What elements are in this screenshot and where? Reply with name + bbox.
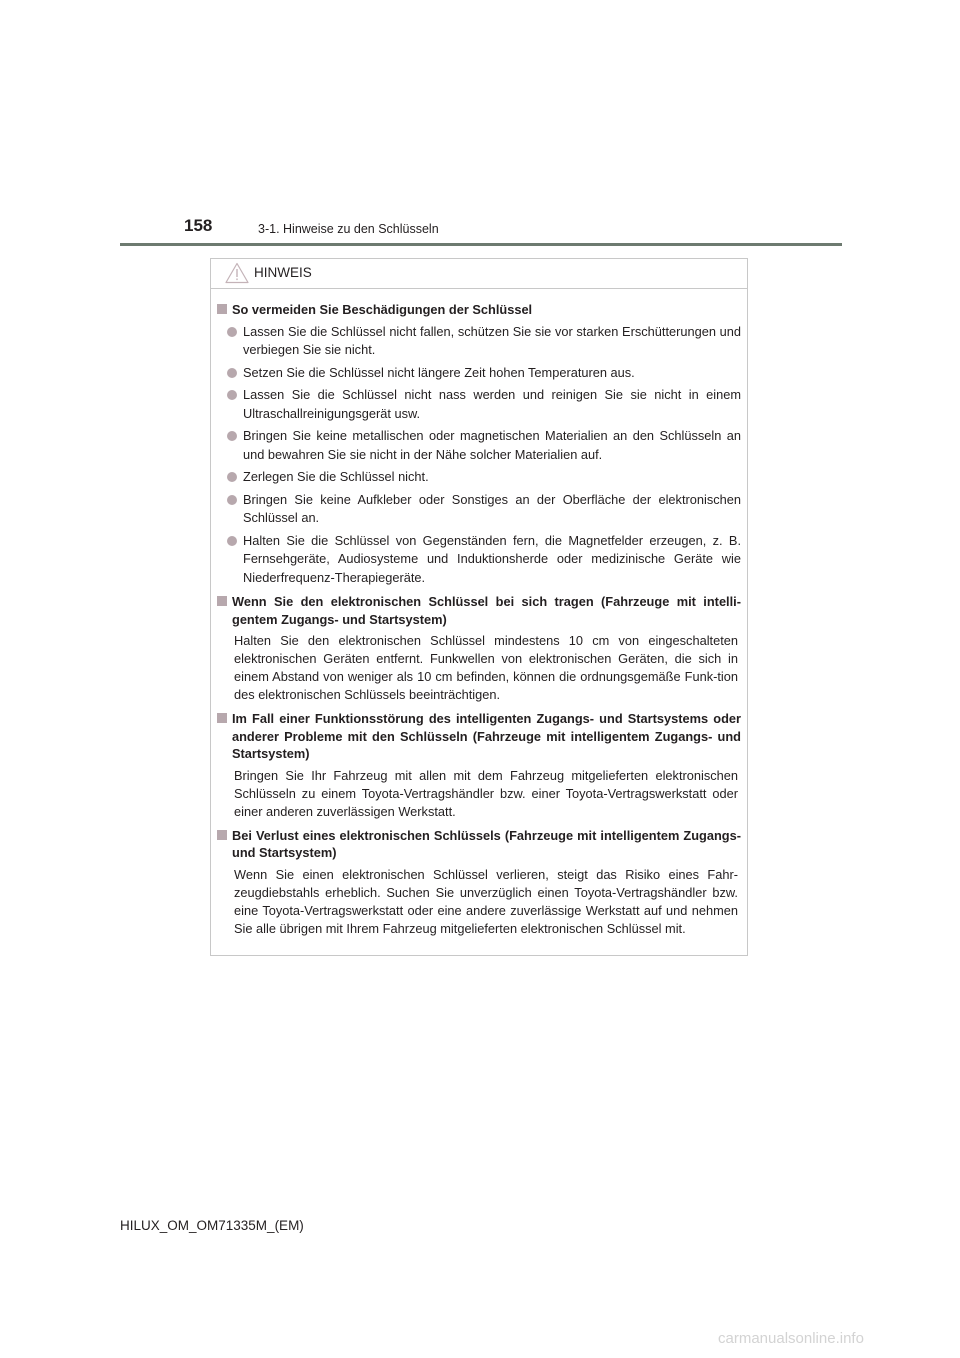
circle-bullet-icon [227, 368, 237, 378]
list-item [215, 364, 741, 383]
circle-bullet-icon [227, 431, 237, 441]
list-item [215, 491, 741, 528]
circle-bullet-icon [227, 536, 237, 546]
square-bullet-icon [217, 713, 227, 723]
square-bullet-icon [217, 830, 227, 840]
square-bullet-icon [217, 304, 227, 314]
section-heading-text: Im Fall einer Funktionsstörung des intelligenten Zugangs- und Startsystems oder anderer Probleme mit den Schlüsseln (Fahrzeuge mit intelligentem Zugangs- und Startsystem) [232, 711, 741, 761]
section-heading [215, 593, 741, 628]
list-item-text: Lassen Sie die Schlüssel nicht nass werden und reinigen Sie sie nicht in einem Ultraschallreinigungsgerät usw. [243, 387, 741, 421]
list-item-text: Bringen Sie keine Aufkleber oder Sonstiges an der Oberfläche der elektronischen Schlüssel an. [243, 491, 741, 525]
section-heading-text: Bei Verlust eines elektronischen Schlüssels (Fahrzeuge mit intelligentem Zugangs- und Startsystem) [232, 827, 741, 860]
section-paragraph: Halten Sie den elektronischen Schlüssel mindestens 10 cm von eingeschalteten elektronischen Geräten entfernt. Funkwellen von elektronischen Geräten, die sich in einem Abstand von weniger als 10 cm befinden, können die ordnungsgemäße Funk-tion des elektronischen Schlüssels beeinträchtigen. [234, 633, 738, 702]
section-heading [215, 710, 741, 763]
section-paragraph: Wenn Sie einen elektronischen Schlüssel verlieren, steigt das Risiko eines Fahr-zeugdiebstahls erheblich. Suchen Sie unverzüglich einen Toyota-Vertragshändler bzw. eine Toyota-Vertragswerkstatt oder eine andere zuverlässige Werkstatt auf und nehmen Sie alle übrigen mit Ihrem Fahrzeug mitgelieferten elektronischen Schlüssel mit. [234, 866, 738, 936]
header-rule [120, 243, 842, 246]
list-item [215, 468, 741, 487]
section-heading-text: So vermeiden Sie Beschädigungen der Schlüssel [232, 302, 533, 317]
warning-triangle-icon [225, 262, 249, 284]
section-heading [215, 827, 741, 862]
list-item-text: Lassen Sie die Schlüssel nicht fallen, schützen Sie sie vor starken Erschütterungen und verbiegen Sie sie nicht. [243, 323, 741, 357]
manual-code: HILUX_OM_OM71335M_(EM) [120, 1218, 304, 1233]
list-item [215, 427, 741, 464]
notice-label: HINWEIS [254, 265, 312, 280]
section-title: 3-1. Hinweise zu den Schlüsseln [258, 222, 439, 236]
section-heading [215, 301, 741, 319]
notice-header [211, 259, 747, 289]
circle-bullet-icon [227, 390, 237, 400]
section-heading-text: Wenn Sie den elektronischen Schlüssel bei sich tragen (Fahrzeuge mit intelli-gentem Zugangs- und Startsystem) [232, 594, 741, 627]
page-number: 158 [184, 216, 213, 235]
list-item [215, 386, 741, 423]
list-item [215, 323, 741, 360]
circle-bullet-icon [227, 327, 237, 337]
list-item-text: Halten Sie die Schlüssel von Gegenständen fern, die Magnetfelder erzeugen, z. B. Fernsehgeräte, Audiosysteme und Induktionsherde oder medizinische Geräte wie Niederfrequenz-Therapiegeräte. [243, 532, 741, 585]
notice-body [211, 289, 747, 938]
list-item-text: Setzen Sie die Schlüssel nicht längere Zeit hohen Temperaturen aus. [243, 364, 635, 380]
circle-bullet-icon [227, 472, 237, 482]
list-item-text: Zerlegen Sie die Schlüssel nicht. [243, 469, 429, 484]
notice-box [210, 258, 748, 956]
list-item-text: Bringen Sie keine metallischen oder magnetischen Materialien an den Schlüsseln an und bewahren Sie sie nicht in der Nähe solcher Materialien auf. [243, 428, 741, 462]
list-item [215, 532, 741, 588]
section-paragraph: Bringen Sie Ihr Fahrzeug mit allen mit dem Fahrzeug mitgelieferten elektronischen Schlüsseln zu einem Toyota-Vertragshändler bzw. einer Toyota-Vertragswerkstatt oder einer anderen zuverlässigen Werkstatt. [234, 767, 738, 819]
square-bullet-icon [217, 596, 227, 606]
watermark: carmanualsonline.info [718, 1330, 864, 1347]
circle-bullet-icon [227, 495, 237, 505]
